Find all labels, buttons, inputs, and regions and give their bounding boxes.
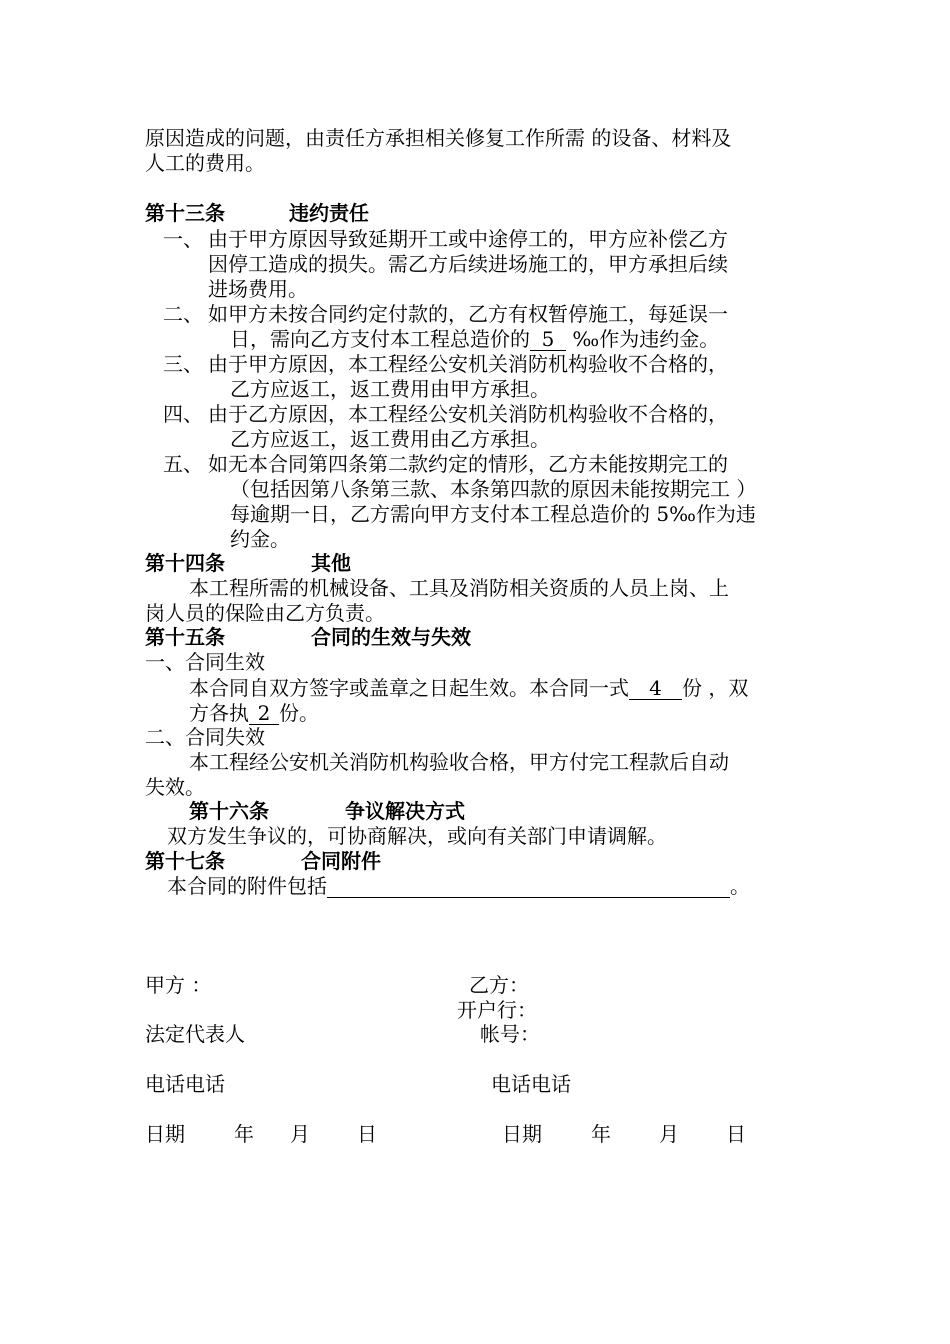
party-b-year-label: 年: [591, 1122, 611, 1146]
art13-item-1-line-1: 由于甲方原因导致延期开工或中途停工的，甲方应补偿乙方: [208, 227, 728, 251]
art13-item-2-line-1: 如甲方未按合同约定付款的，乙方有权暂停施工，每延误一: [208, 302, 728, 326]
party-b-label: 乙方：: [469, 973, 529, 997]
article-15-number: 第十五条: [145, 625, 225, 649]
article-14-title: 其他: [311, 551, 351, 575]
art16-line: 双方发生争议的，可协商解决，或向有关部门申请调解。: [167, 824, 667, 848]
article-17-number: 第十七条: [145, 849, 225, 873]
article-17-title: 合同附件: [301, 849, 381, 873]
art13-item-4-prefix: 四、: [163, 402, 203, 426]
effect-text-l2-pre: 方各执: [189, 701, 249, 725]
article-16-title: 争议解决方式: [345, 799, 465, 823]
article-15-title: 合同的生效与失效: [311, 625, 471, 649]
effect-text-l2-post: 份。: [279, 701, 319, 725]
party-b-day-label: 日: [726, 1122, 746, 1146]
article-14-number: 第十四条: [145, 551, 225, 575]
art15-subheading-1: 一、合同生效: [145, 650, 265, 674]
art14-line-1: 本工程所需的机械设备、工具及消防相关资质的人员上岗、上: [189, 576, 729, 600]
copies-total-value: 4: [629, 677, 682, 700]
penalty-rate-value: 5: [530, 328, 566, 351]
art13-item-3-prefix: 三、: [163, 352, 203, 376]
art13-item-3-line-1: 由于甲方原因，本工程经公安机关消防机构验收不合格的，: [208, 352, 728, 376]
article-13-title: 违约责任: [289, 201, 369, 225]
effect-text-mid: 份 ，双: [682, 676, 749, 700]
art13-item-4-line-2: 乙方应返工，返工费用由乙方承担。: [230, 427, 550, 451]
art15-effect-line-2: [189, 701, 319, 726]
art13-item-5-line-4: 约金。: [230, 527, 290, 551]
copies-each-value: 2: [249, 702, 279, 725]
party-b-date-label: 日期: [502, 1122, 542, 1146]
effect-text-pre: 本合同自双方签字或盖章之日起生效。本合同一式: [189, 676, 629, 700]
art13-item-3-line-2: 乙方应返工，返工费用由甲方承担。: [230, 377, 550, 401]
article-13-number: 第十三条: [145, 201, 225, 225]
art13-item-1-line-3: 进场费用。: [208, 277, 308, 301]
attachment-text-pre: 本合同的附件包括: [167, 874, 327, 898]
art15-effect-line-1: [189, 676, 748, 701]
party-a-day-label: 日: [357, 1122, 377, 1146]
art13-item-1-line-2: 因停工造成的损失。需乙方后续进场施工的，甲方承担后续: [208, 252, 728, 276]
penalty-text-pre: 日，需向乙方支付本工程总造价的: [230, 327, 530, 351]
party-a-month-label: 月: [290, 1122, 310, 1146]
art15-termination-line-2: 失效。: [145, 775, 205, 799]
art13-item-5-line-3: 每逾期一日，乙方需向甲方支付本工程总造价的 5‰作为违: [230, 502, 756, 526]
article-16-number: 第十六条: [189, 799, 269, 823]
intro-line-1: 原因造成的问题，由责任方承担相关修复工作所需 的设备、材料及: [145, 126, 732, 150]
art13-item-5-prefix: 五、: [163, 452, 203, 476]
party-a-year-label: 年: [234, 1122, 254, 1146]
party-b-month-label: 月: [659, 1122, 679, 1146]
art15-termination-line-1: 本工程经公安机关消防机构验收合格，甲方付完工程款后自动: [189, 750, 729, 774]
art15-subheading-2: 二、合同失效: [145, 725, 265, 749]
art13-item-1-prefix: 一、: [163, 227, 203, 251]
art13-item-4-line-1: 由于乙方原因，本工程经公安机关消防机构验收不合格的，: [208, 402, 728, 426]
art13-item-2-line-2: [230, 327, 719, 352]
art13-item-5-line-1: 如无本合同第四条第二款约定的情形，乙方未能按期完工的: [208, 452, 728, 476]
party-a-phone-label: 电话电话: [145, 1072, 225, 1096]
party-b-phone-label: 电话电话: [491, 1072, 571, 1096]
attachment-blank[interactable]: [327, 875, 730, 898]
art17-line: [167, 874, 750, 899]
party-a-label: 甲方 ：: [145, 973, 212, 997]
account-label: 帐号：: [480, 1022, 540, 1046]
penalty-text-post: ‰作为违约金。: [566, 327, 720, 351]
intro-line-2: 人工的费用。: [145, 151, 265, 175]
art13-item-2-prefix: 二、: [163, 302, 203, 326]
attachment-text-post: 。: [730, 874, 750, 898]
legal-representative-label: 法定代表人: [145, 1022, 245, 1046]
art14-line-2: 岗人员的保险由乙方负责。: [145, 601, 385, 625]
bank-label: 开户行：: [457, 998, 537, 1022]
art13-item-5-line-2: （包括因第八条第三款、本条第四款的原因未能按期完工 ）: [230, 477, 757, 501]
party-a-date-label: 日期: [145, 1122, 185, 1146]
